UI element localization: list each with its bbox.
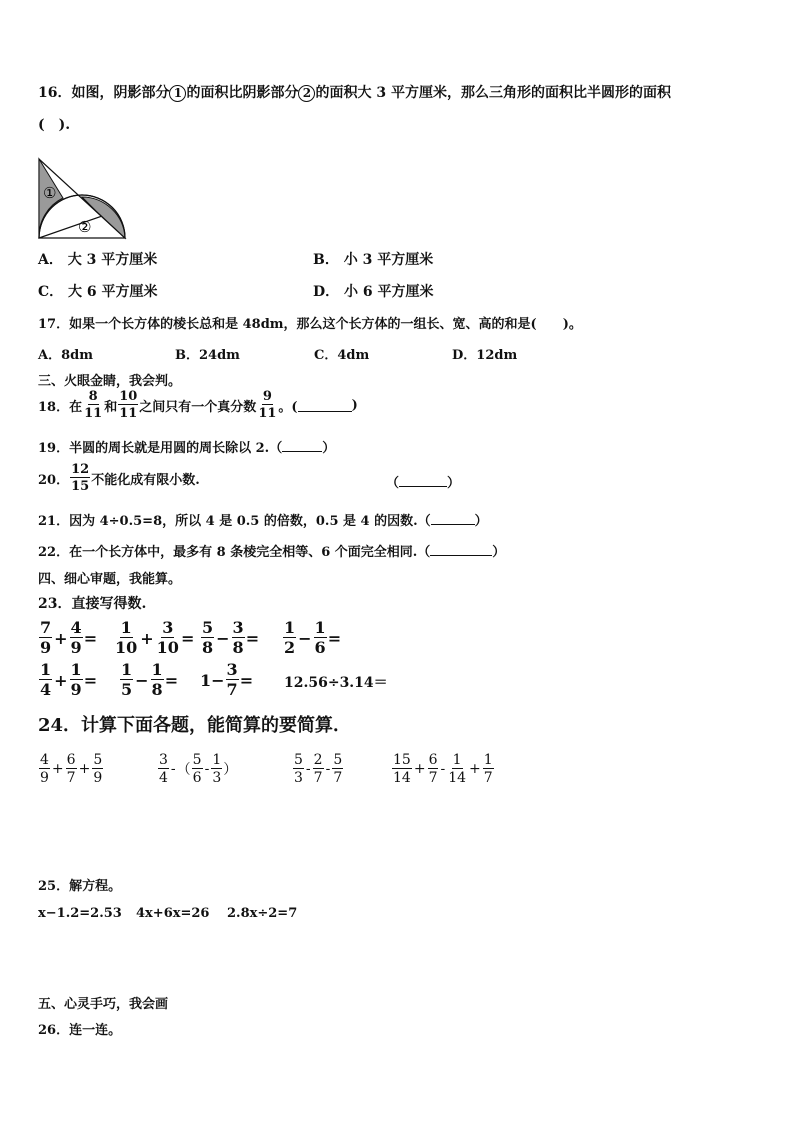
q19: 19．半圆的周长就是用圆的周长除以 2.（ ） bbox=[38, 441, 336, 456]
q17-option-d: D．12dm bbox=[452, 348, 518, 363]
figure-label-1: ① bbox=[43, 184, 57, 202]
q24-expr-2: $\frac{3}{4}$ - （ $\frac{5}{6}$ - $\frac{1}{3}$ ） bbox=[159, 752, 238, 786]
q16-text-a: 如图，阴影部分 bbox=[71, 85, 170, 101]
q21: 21．因为 4÷0.5=8，所以 4 是 0.5 的倍数，0.5 是 4 的因数.（ ） bbox=[38, 514, 488, 529]
q17-option-b: B．24dm bbox=[175, 348, 240, 363]
q20-answer: （ ） bbox=[386, 476, 461, 491]
q21-answer-blank[interactable] bbox=[431, 512, 475, 525]
q24-title: 24．计算下面各题，能简算的要简算． bbox=[38, 715, 352, 736]
q18-answer-blank[interactable] bbox=[298, 399, 352, 412]
section-4-heading: 四、细心审题，我能算。 bbox=[38, 572, 182, 587]
q16-option-a: A． 大 3 平方厘米 bbox=[38, 252, 158, 268]
q18-fraction-1: $\frac{8}{11}$ bbox=[84, 389, 103, 421]
q16-number: 16． bbox=[38, 85, 72, 101]
q25-equation-2: 4x+6x=26 bbox=[136, 906, 210, 921]
q16-text-b: 的面积比阴影部分 bbox=[186, 85, 299, 101]
q23-item-4: $\frac{1}{2}$ − $\frac{1}{6}$ = bbox=[284, 618, 342, 657]
q23-item-6: $\frac{1}{5}$ − $\frac{1}{8}$ = bbox=[121, 660, 179, 699]
figure-label-2: ② bbox=[78, 218, 92, 236]
q17-stem: 17．如果一个长方体的棱长总和是 48dm，那么这个长方体的一组长、宽、高的和是( )。 bbox=[38, 317, 582, 332]
q23-item-3: $\frac{5}{8}$ − $\frac{3}{8}$ = bbox=[202, 618, 260, 657]
q23-title: 23．直接写得数. bbox=[38, 596, 147, 612]
q20-fraction: $\frac{12}{15}$ bbox=[71, 462, 90, 494]
q23-item-8: 12.56÷3.14＝ bbox=[284, 675, 388, 691]
q24-expr-3: $\frac{5}{3}$ - $\frac{2}{7}$ - $\frac{5}{7}$ bbox=[294, 752, 343, 786]
q25-title: 25．解方程。 bbox=[38, 879, 122, 894]
q23-item-2: $\frac{1}{10}$ + $\frac{3}{10}$ = bbox=[115, 618, 195, 657]
q16-option-b: B． 小 3 平方厘米 bbox=[313, 252, 434, 268]
q22-answer-blank[interactable] bbox=[430, 543, 492, 556]
q20: 20． $\frac{12}{15}$ 不能化成有限小数. bbox=[38, 462, 200, 494]
section-5-heading: 五、心灵手巧，我会画 bbox=[38, 997, 169, 1012]
q16-text-c: 的面积大 3 平方厘米，那么三角形的面积比半圆形的面积 bbox=[315, 85, 671, 101]
section-3-heading: 三、火眼金睛，我会判。 bbox=[38, 374, 182, 389]
q16-paren: ( ). bbox=[38, 117, 71, 133]
q18-fraction-3: $\frac{9}{11}$ bbox=[258, 389, 277, 421]
q25-equation-3: 2.8x÷2=7 bbox=[227, 906, 298, 921]
q16-stem bbox=[38, 82, 671, 102]
q16-figure bbox=[36, 156, 128, 240]
circle-1: 1 bbox=[169, 85, 186, 102]
q18: 18．在 $\frac{8}{11}$ 和 $\frac{10}{11}$ 之间只有一个真分数 $\frac{9}{11}$ 。( ) bbox=[38, 389, 358, 421]
q26-title: 26．连一连。 bbox=[38, 1023, 122, 1038]
q23-item-7: 1− $\frac{3}{7}$ = bbox=[200, 660, 254, 699]
q24-expr-1: $\frac{4}{9}$ + $\frac{6}{7}$ + $\frac{5}{9}$ bbox=[40, 752, 103, 786]
q16-option-d: D． 小 6 平方厘米 bbox=[313, 284, 434, 300]
q23-item-1: $\frac{7}{9}$ + $\frac{4}{9}$ = bbox=[40, 618, 98, 657]
q17-option-a: A．8dm bbox=[38, 348, 93, 363]
q18-fraction-2: $\frac{10}{11}$ bbox=[119, 389, 138, 421]
circle-2: 2 bbox=[298, 85, 315, 102]
q23-item-5: $\frac{1}{4}$ + $\frac{1}{9}$ = bbox=[40, 660, 98, 699]
q22: 22．在一个长方体中，最多有 8 条棱完全相等、6 个面完全相同.（ ） bbox=[38, 545, 506, 560]
q19-answer-blank[interactable] bbox=[282, 439, 322, 452]
q20-answer-blank[interactable] bbox=[399, 474, 447, 487]
q17-option-c: C．4dm bbox=[314, 348, 370, 363]
q16-option-c: C． 大 6 平方厘米 bbox=[38, 284, 158, 300]
q25-equation-1: x−1.2=2.53 bbox=[38, 906, 122, 921]
q24-expr-4: $\frac{15}{14}$ + $\frac{6}{7}$ - $\frac{1}{14}$ + $\frac{1}{7}$ bbox=[393, 752, 493, 786]
